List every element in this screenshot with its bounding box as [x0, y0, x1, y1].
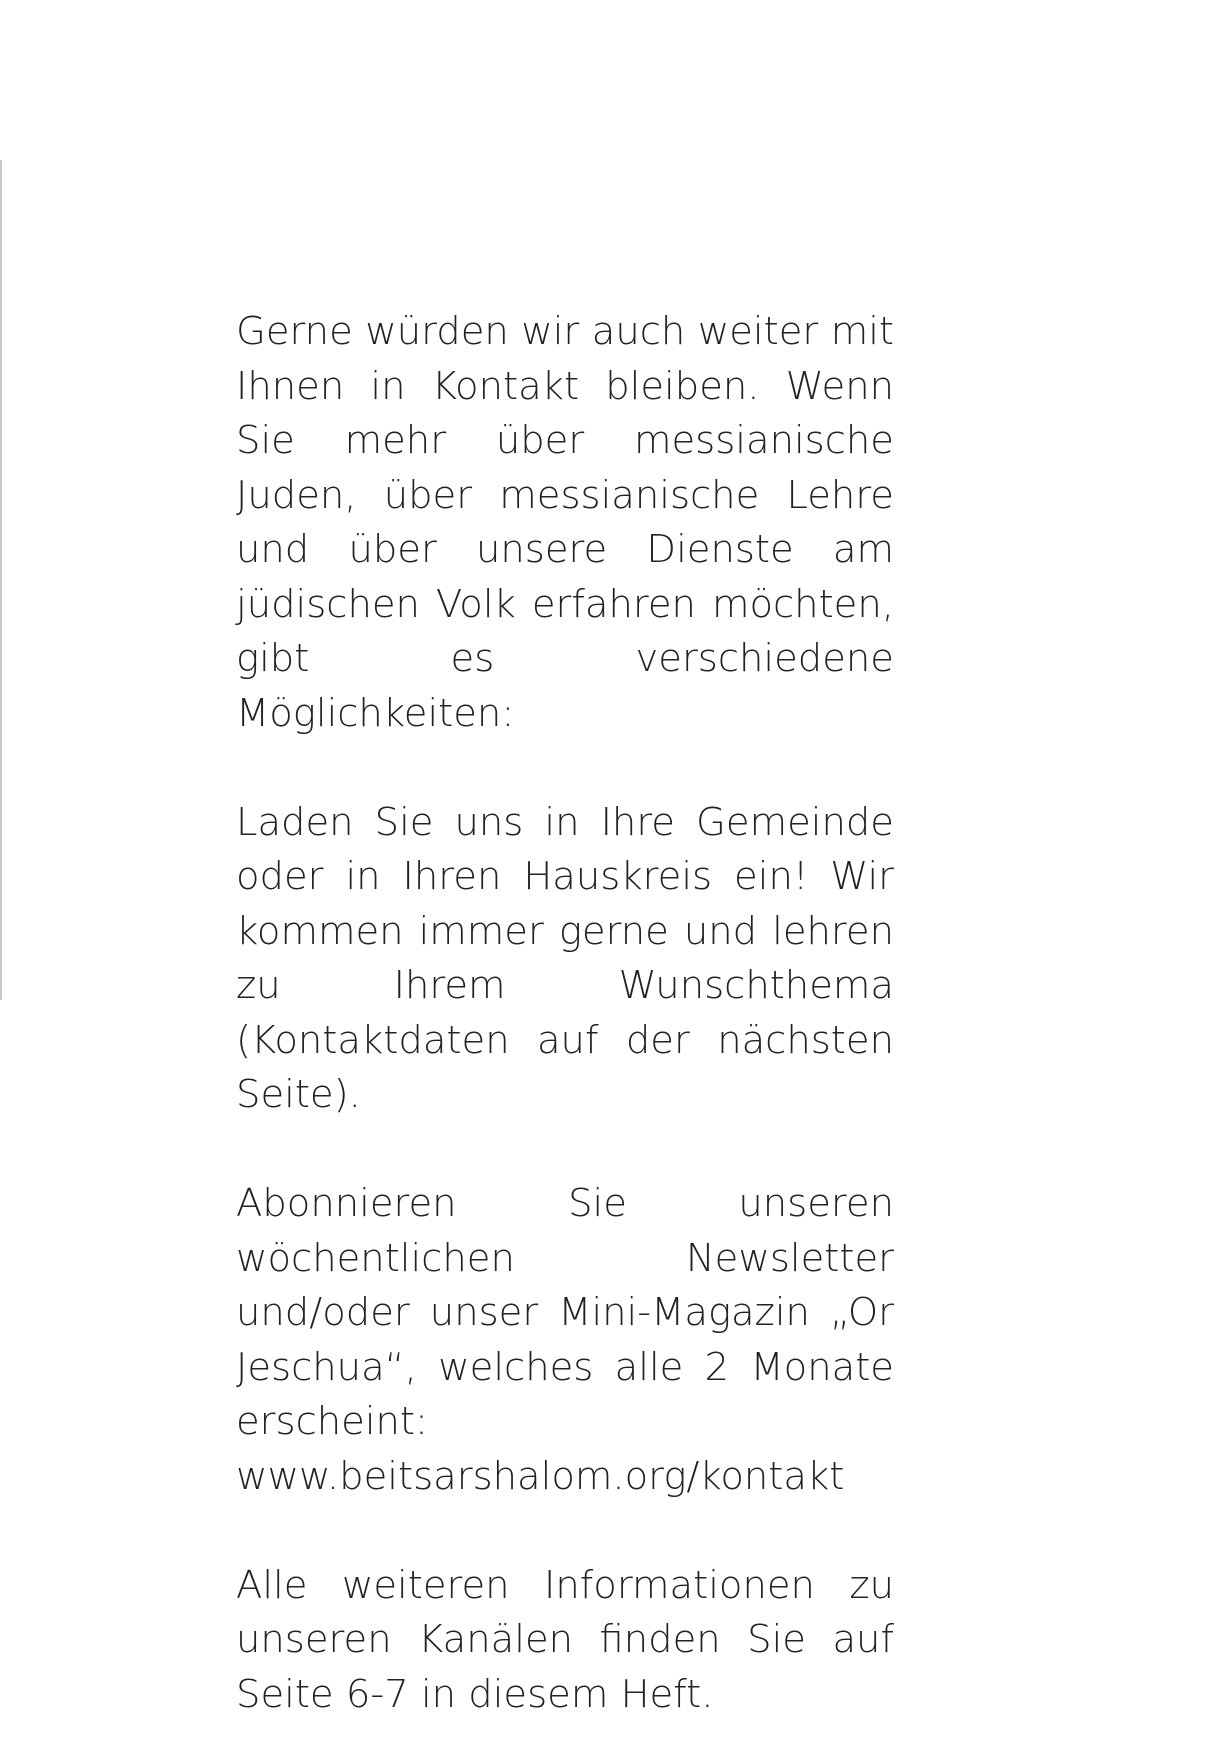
paragraph-intro: Gerne würden wir auch weiter mit Ihnen in Kontakt bleiben. Wenn Sie mehr über messianische Juden, über messianische Lehre und über unsere Dienste am jüdischen Volk erfahren möchten, gibt es verschiedene Möglichkeiten:: [236, 309, 894, 736]
text-column: [236, 305, 894, 1722]
paragraph-more-info: Alle weiteren Informationen zu unseren Kanälen finden Sie auf Seite 6-7 in diesem Heft.: [236, 1562, 894, 1717]
page-edge-line: [0, 160, 2, 1000]
paragraph-invite: Laden Sie uns in Ihre Gemeinde oder in Ihren Hauskreis ein! Wir kommen immer gerne und lehren zu Ihrem Wunschthema (Kontaktdaten auf der nächsten Seite).: [236, 799, 894, 1117]
paragraph-newsletter: Abonnieren Sie unseren wöchentlichen Newsletter und/oder unser Mini-Magazin „Or Jeschua“, welches alle 2 Monate erscheint: www.beitsarshalom.org/kontakt: [236, 1181, 894, 1499]
